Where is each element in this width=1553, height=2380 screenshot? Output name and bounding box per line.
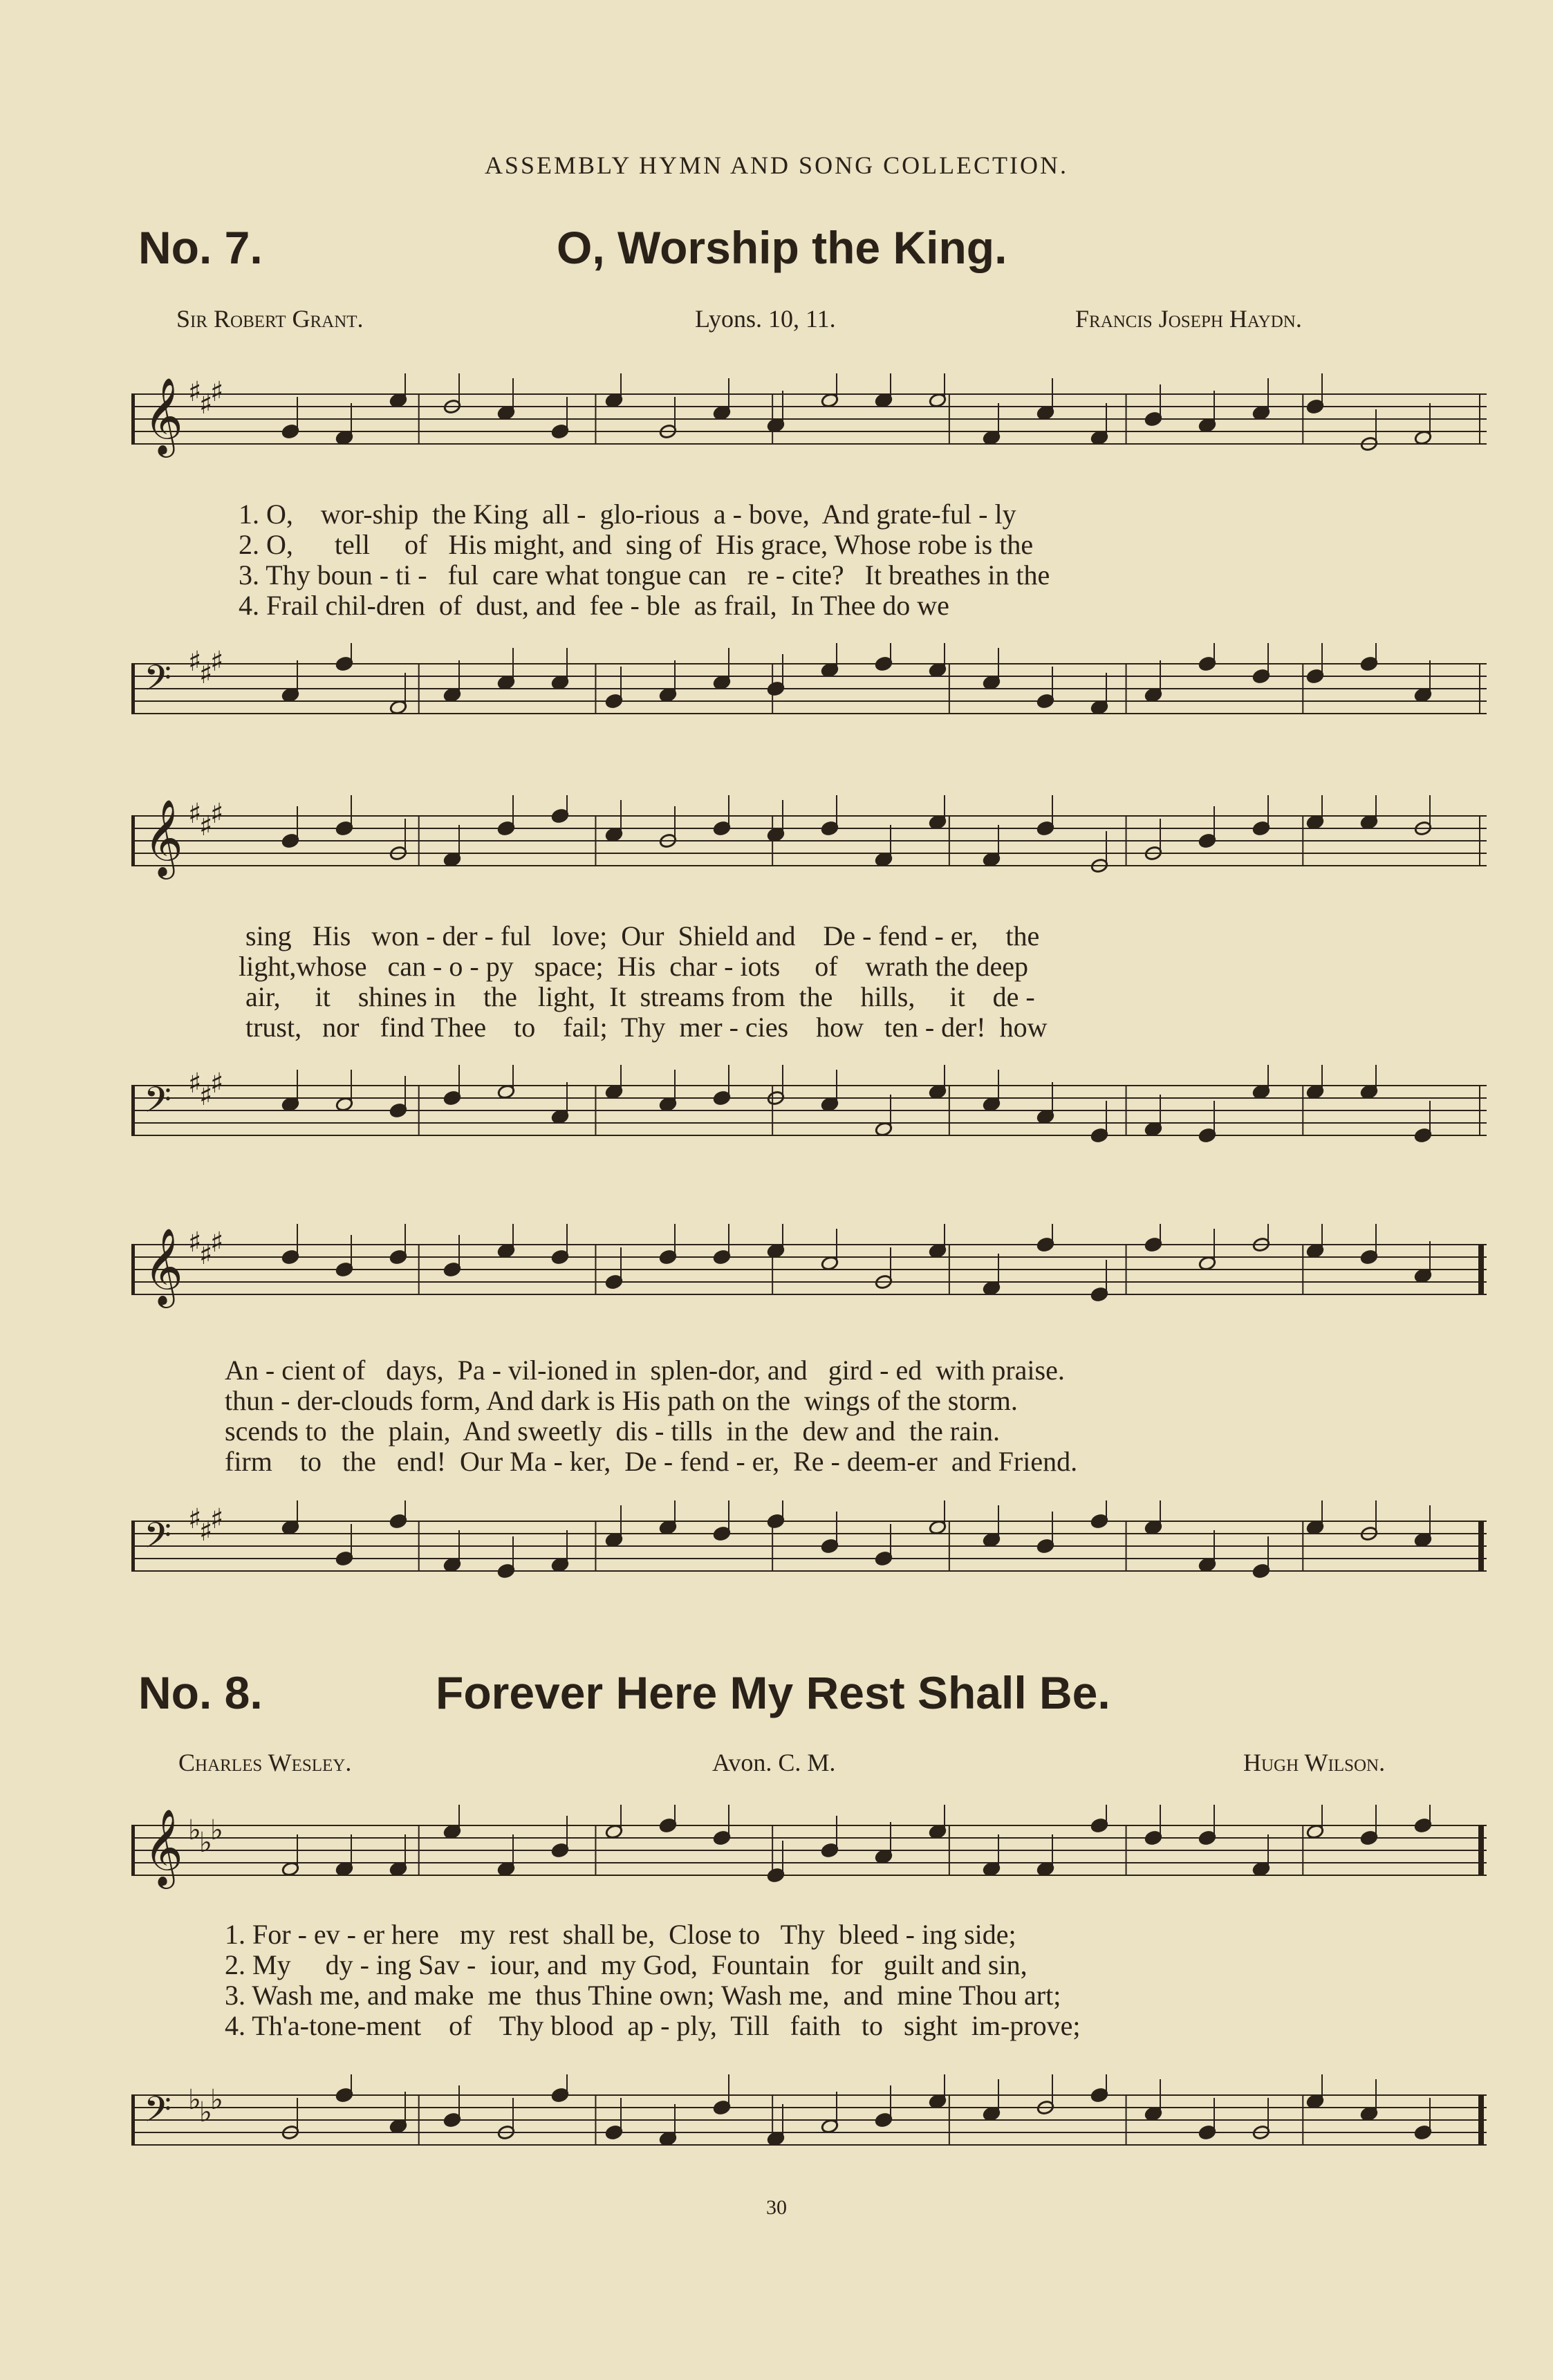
sharp-icon: ♯: [210, 798, 224, 830]
hymn-8-s1-verse-2: 2. My dy - ing Sav - iour, and my God, Fountain for guilt and sin,: [225, 1949, 1027, 1980]
hymn-7-s2-verse-3: air, it shines in the light, It streams from the hills, it de -: [245, 981, 1035, 1012]
hymn-7-s3-verse-4: firm to the end! Our Ma - ker, De - fend - er, Re - deem-er and Friend.: [225, 1446, 1078, 1477]
hymn-8-title: Forever Here My Rest Shall Be.: [436, 1667, 1110, 1718]
hymn-7-s1-verse-1: 1. O, wor-ship the King all - glo-rious a - bove, And grate-ful - ly: [239, 499, 1016, 530]
flat-icon: ♭: [210, 1814, 223, 1846]
hymn-7-s1-verse-4: 4. Frail chil-dren of dust, and fee - ble as frail, In Thee do we: [239, 590, 949, 621]
hymn-7-treble-staff-2: [131, 795, 1487, 885]
sharp-icon: ♯: [210, 1068, 224, 1099]
hymn-7-bass-staff-1: [131, 643, 1487, 733]
hymn-8-author: Charles Wesley.: [178, 1749, 352, 1776]
flat-icon: ♭: [188, 1814, 201, 1846]
sharp-icon: ♯: [210, 646, 224, 678]
staff-lines: [131, 643, 1487, 733]
bass-clef-icon: 𝄢: [144, 1514, 171, 1565]
hymn-8-treble-staff-1: [131, 1805, 1487, 1895]
flat-icon: ♭: [210, 2084, 223, 2116]
hymn-7-s2-verse-4: trust, nor find Thee to fail; Thy mer - cies how ten - der! how: [245, 1012, 1048, 1043]
hymn-8-s1-verse-1: 1. For - ev - er here my rest shall be, Close to Thy bleed - ing side;: [225, 1919, 1016, 1950]
staff-lines: [131, 1500, 1487, 1590]
treble-clef-icon: 𝄞: [144, 377, 183, 454]
hymn-7-composer: Francis Joseph Haydn.: [1075, 305, 1302, 333]
hymn-7-bass-staff-3: [131, 1500, 1487, 1590]
sharp-icon: ♯: [188, 1503, 202, 1535]
hymn-8-bass-staff-1: [131, 2074, 1487, 2164]
staff-lines: [131, 2074, 1487, 2164]
sharp-icon: ♯: [199, 389, 213, 420]
hymn-7-treble-staff-3: [131, 1224, 1487, 1314]
sharp-icon: ♯: [188, 1227, 202, 1258]
sharp-icon: ♯: [188, 1068, 202, 1099]
sharp-icon: ♯: [188, 646, 202, 678]
sharp-icon: ♯: [199, 1516, 213, 1547]
sharp-icon: ♯: [199, 1239, 213, 1271]
hymn-7-tune: Lyons. 10, 11.: [695, 305, 836, 333]
staff-lines: [131, 1224, 1487, 1314]
sharp-icon: ♯: [210, 376, 224, 408]
sharp-icon: ♯: [188, 798, 202, 830]
hymn-7-s3-verse-3: scends to the plain, And sweetly dis - tills in the dew and the rain.: [225, 1415, 1000, 1447]
sharp-icon: ♯: [199, 810, 213, 842]
page-number: 30: [766, 2196, 787, 2219]
hymn-8-s1-verse-4: 4. Th'a-tone-ment of Thy blood ap - ply, Till faith to sight im-prove;: [225, 2010, 1081, 2041]
running-head: ASSEMBLY HYMN AND SONG COLLECTION.: [484, 151, 1069, 179]
hymn-7-s3-verse-1: An - cient of days, Pa - vil-ioned in splen-dor, and gird - ed with praise.: [225, 1355, 1065, 1386]
hymn-7-s1-verse-3: 3. Thy boun - ti - ful care what tongue can re - cite? It breathes in the: [239, 559, 1050, 591]
sharp-icon: ♯: [188, 376, 202, 408]
treble-clef-icon: 𝄞: [144, 1227, 183, 1305]
flat-icon: ♭: [188, 2084, 201, 2116]
bass-clef-icon: 𝄢: [144, 2088, 171, 2139]
hymn-8-number: No. 8.: [138, 1667, 263, 1718]
staff-lines: [131, 1065, 1487, 1155]
bass-clef-icon: 𝄢: [144, 657, 171, 707]
sharp-icon: ♯: [210, 1503, 224, 1535]
hymn-7-s3-verse-2: thun - der-clouds form, And dark is His path on the wings of the storm.: [225, 1385, 1018, 1416]
treble-clef-icon: 𝄞: [144, 799, 183, 876]
staff-lines: [131, 795, 1487, 885]
hymn-8-composer: Hugh Wilson.: [1243, 1749, 1386, 1776]
hymn-7-s1-verse-2: 2. O, tell of His might, and sing of His grace, Whose robe is the: [239, 529, 1034, 560]
hymn-7-s2-verse-2: light,whose can - o - py space; His char - iots of wrath the deep: [239, 951, 1028, 982]
hymn-7-treble-staff-1: [131, 373, 1487, 463]
staff-lines: [131, 1805, 1487, 1895]
sharp-icon: ♯: [199, 658, 213, 690]
hymn-7-author: Sir Robert Grant.: [176, 305, 364, 333]
sharp-icon: ♯: [199, 1080, 213, 1112]
flat-icon: ♭: [199, 2097, 212, 2128]
hymn-7-bass-staff-2: [131, 1065, 1487, 1155]
hymn-7-title: O, Worship the King.: [557, 222, 1007, 273]
hymn-7-number: No. 7.: [138, 222, 263, 273]
hymn-7-s2-verse-1: sing His won - der - ful love; Our Shield and De - fend - er, the: [245, 920, 1040, 951]
hymn-8-s1-verse-3: 3. Wash me, and make me thus Thine own; Wash me, and mine Thou art;: [225, 1980, 1061, 2011]
sharp-icon: ♯: [210, 1227, 224, 1258]
hymn-8-tune: Avon. C. M.: [712, 1749, 836, 1776]
treble-clef-icon: 𝄞: [144, 1808, 183, 1886]
flat-icon: ♭: [199, 1827, 212, 1859]
staff-lines: [131, 373, 1487, 463]
bass-clef-icon: 𝄢: [144, 1079, 171, 1129]
